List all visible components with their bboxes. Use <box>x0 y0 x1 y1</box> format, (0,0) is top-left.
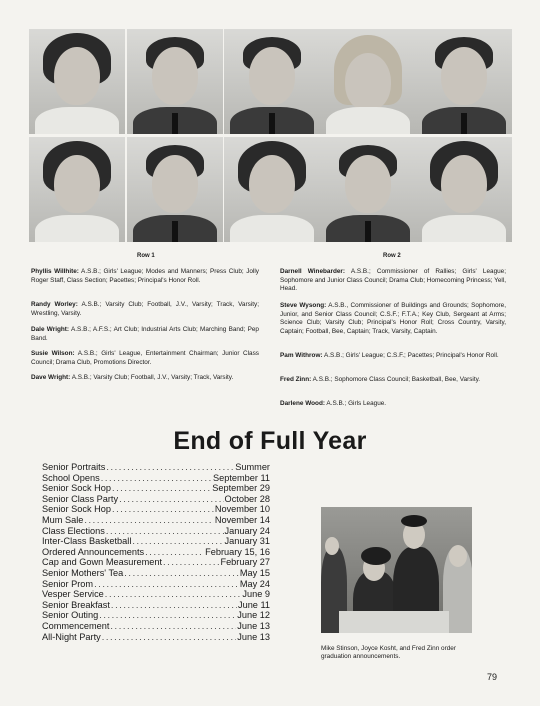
portrait-phyllis-willhite <box>29 29 125 134</box>
student-entry: Fred Zinn: A.S.B.; Sophomore Class Council; Basketball, Bee, Varsity. <box>280 376 481 383</box>
portrait-fred-zinn <box>320 137 416 242</box>
portrait-dave-wright <box>127 137 223 242</box>
student-entry: Pam Withrow: A.S.B.; Girls' League; C.S.F.; Pacettes; Principal's Honor Roll. <box>280 352 499 359</box>
portrait-steve-wysong <box>416 29 512 134</box>
event-row: Senior Class Party ..... October 28 <box>42 494 270 505</box>
section-title: End of Full Year <box>173 427 367 455</box>
portrait-darnell-winebarder <box>320 29 416 134</box>
student-entry: Darnell Winebarder: A.S.B.; Commissioner of Rallies; Girls' League; Sophomore and Junior Class Council; Drama Club; Homecoming Princess; Yell, Head. <box>280 268 507 293</box>
portrait-darlene-wood <box>416 137 512 242</box>
student-entry: Darlene Wood: A.S.B.; Girls League. <box>280 400 387 407</box>
student-entry: Susie Wilson: A.S.B.; Girls' League, Entertainment Chairman; Junior Class Council; Drama Club, Promotions Director. <box>31 350 259 366</box>
event-row: Senior Sock Hop ..... September 29 <box>42 483 270 494</box>
student-entry: Randy Worley: A.S.B.; Varsity Club; Football, J.V., Varsity; Track, Varsity; Wrestling, Varsity. <box>31 301 259 317</box>
event-row: All-Night Party ..... June 13 <box>42 632 270 643</box>
event-row: Senior Breakfast ..... June 11 <box>42 600 270 611</box>
portrait-pam-withrow <box>224 137 320 242</box>
event-row: Inter-Class Basketball ..... January 31 <box>42 536 270 547</box>
student-entry: Dale Wright: A.S.B.; A.F.S.; Art Club; Industrial Arts Club; Marching Band; Pep Band. <box>31 326 259 342</box>
event-row: Senior Outing ..... June 12 <box>42 610 270 621</box>
portrait-susie-wilson <box>29 137 125 242</box>
events-schedule <box>42 462 270 642</box>
event-row: Commencement ..... June 13 <box>42 621 270 632</box>
event-row: Cap and Gown Measurement ..... February 27 <box>42 557 270 568</box>
event-row: Mum Sale ..... November 14 <box>42 515 270 526</box>
photo-caption: Mike Stinson, Joyce Kosht, and Fred Zinn order graduation announcements. <box>321 645 456 661</box>
student-entry: Steve Wysong: A.S.B., Commissioner of Buildings and Grounds; Sophomore, Junior, and Senior Class Council; C.S.F.; F.T.A.; Key Club, Sergeant at Arms; Science Club; Varsity Club; Principal's Honor Roll; Cross Country, Varsity, Captain; Football, Bee, Captain; Track, Varsity, Captain. <box>280 302 506 335</box>
event-row: Vesper Service ..... June 9 <box>42 589 270 600</box>
row-2-label: Row 2 <box>383 253 401 259</box>
event-row: Senior Mothers' Tea ..... May 15 <box>42 568 270 579</box>
event-row: Class Elections ..... January 24 <box>42 526 270 537</box>
event-row: Senior Portraits ..... Summer <box>42 462 270 473</box>
event-row: Senior Sock Hop ..... November 10 <box>42 504 270 515</box>
event-row: Ordered Announcements ..... February 15, 16 <box>42 547 270 558</box>
event-row: School Opens ..... September 11 <box>42 473 270 484</box>
row-1-label: Row 1 <box>137 253 155 259</box>
portrait-randy-worley <box>127 29 223 134</box>
portrait-dale-wright <box>224 29 320 134</box>
candid-photo <box>321 507 472 633</box>
event-row: Senior Prom ..... May 24 <box>42 579 270 590</box>
student-entry: Dave Wright: A.S.B.; Varsity Club; Football, J.V., Varsity; Track, Varsity. <box>31 374 234 381</box>
page-number: 79 <box>487 672 498 682</box>
student-entry: Phyllis Willhite: A.S.B.; Girls' League; Modes and Manners; Press Club; Jolly Roger Staff, Class Section; Pacettes; Principal's Honor Roll. <box>31 268 259 284</box>
